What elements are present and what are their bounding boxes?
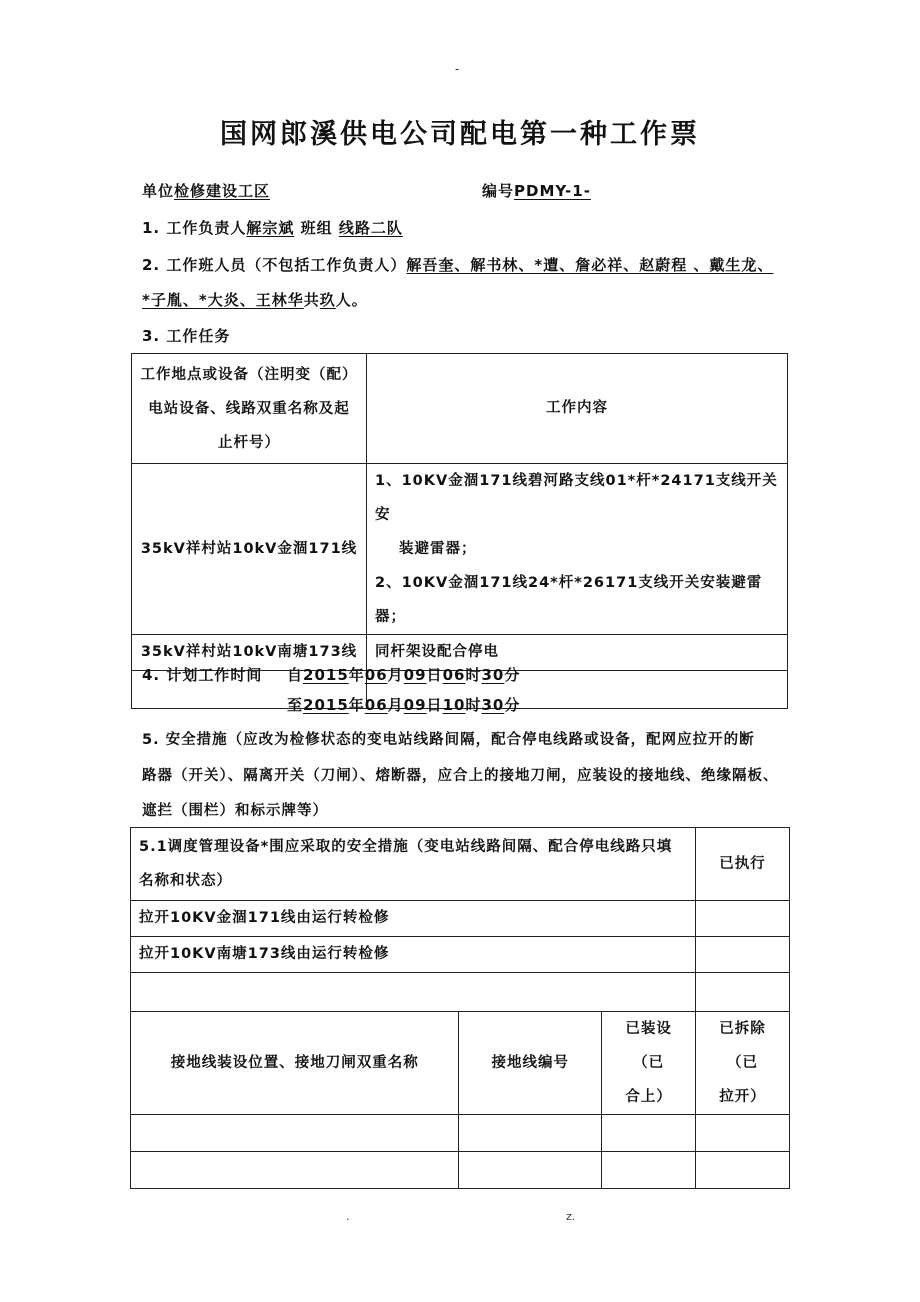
ground-location-header: 接地线装设位置、接地刀闸双重名称 [131, 1012, 459, 1115]
footer-right: z. [566, 1210, 576, 1223]
unit-label: 单位 [142, 182, 175, 200]
row1-content-line2: 装避雷器； [399, 541, 477, 557]
number-label: 编号 [482, 182, 515, 200]
from-minute: 30 [481, 666, 505, 684]
measure-1: 拉开10KV金涸171线由运行转检修 [131, 901, 696, 937]
empty-cell [696, 1152, 790, 1189]
item5-line1: 5. 安全措施（应改为检修状态的变电站线路间隔，配合停电线路或设备，配网应拉开的断 [142, 732, 755, 748]
unit-value: 检修建设工区 [174, 182, 271, 200]
row1-location: 35kV祥村站10kV金涸171线 [132, 464, 367, 635]
executed-header: 已执行 [696, 828, 790, 901]
safety-header-row [131, 828, 790, 901]
from-hour: 06 [442, 666, 466, 684]
removed-header-line2: 拉开） [719, 1089, 766, 1105]
row2-location: 35kV祥村站10kV南塘173线 [132, 635, 367, 671]
ground-number-header: 接地线编号 [459, 1012, 602, 1115]
measure-2: 拉开10KV南塘173线由运行转检修 [131, 937, 696, 973]
to-year: 2015 [303, 696, 349, 714]
ticket-number [482, 180, 591, 201]
time-from [287, 664, 520, 685]
unit-line [142, 180, 270, 201]
unit-day: 日 [426, 696, 443, 714]
task-header-row [132, 354, 788, 464]
location-header-line2: 电站设备、线路双重名称及起 [148, 400, 350, 417]
item2-line1 [142, 254, 773, 275]
from-prefix: 自 [287, 666, 304, 684]
unit-day: 日 [426, 666, 443, 684]
unit-year: 年 [348, 666, 365, 684]
row1-content-line3: 2、10KV金涸171线24*杆*26171支线开关安装避雷器； [375, 575, 763, 625]
total-label: 共 [303, 291, 320, 309]
number-value: PDMY-1- [514, 182, 591, 200]
unit-month: 月 [387, 666, 404, 684]
empty-cell [602, 1115, 696, 1152]
removed-header-line1: 已拆除（已 [719, 1021, 766, 1071]
page-title: 国网郎溪供电公司配电第一种工作票 [220, 119, 700, 150]
measures-header [131, 828, 696, 901]
item1-prefix: 1. 工作负责人 [142, 219, 247, 237]
measures-header-line1: 5.1调度管理设备*围应采取的安全措施（变电站线路间隔、配合停电线路只填 [139, 839, 673, 855]
team-label: 班组 [300, 219, 333, 237]
ground-header-row [131, 1012, 790, 1115]
members-line2: *子胤、*大炎、王林华 [142, 291, 304, 309]
measures-header-line2: 名称和状态） [139, 873, 232, 889]
table-row [131, 1115, 790, 1152]
to-day: 09 [403, 696, 427, 714]
executed-cell [696, 937, 790, 973]
unit-hour: 时 [465, 696, 482, 714]
total-suffix: 人。 [335, 291, 368, 309]
from-year: 2015 [303, 666, 349, 684]
to-hour: 10 [442, 696, 466, 714]
table-row [131, 1152, 790, 1189]
to-minute: 30 [481, 696, 505, 714]
empty-cell [459, 1115, 602, 1152]
members-line1: 解吾奎、解书林、*遭、詹必祥、赵蔚程 、戴生龙、 [406, 256, 774, 274]
table-row [131, 973, 790, 1012]
empty-cell [459, 1152, 602, 1189]
to-prefix: 至 [287, 696, 304, 714]
content-header: 工作内容 [367, 354, 788, 464]
item1-line [142, 217, 403, 238]
unit-month: 月 [387, 696, 404, 714]
time-to [287, 694, 520, 715]
top-dash: - [455, 62, 460, 76]
location-header-line3: 止杆号） [218, 434, 280, 451]
item2-line2 [142, 289, 368, 310]
item4-label: 4. 计划工作时间 [142, 666, 263, 684]
team-name: 线路二队 [338, 219, 403, 237]
safety-table [130, 827, 790, 1189]
leader-name: 解宗斌 [246, 219, 295, 237]
empty-cell [131, 973, 696, 1012]
row1-content-line1: 1、10KV金涸171线碧河路支线01*杆*24171支线开关安 [375, 473, 778, 523]
table-row [131, 937, 790, 973]
task-table [131, 353, 788, 709]
item3-heading: 3. 工作任务 [142, 327, 231, 345]
installed-header-line1: 已装设（已 [625, 1021, 672, 1071]
installed-header [602, 1012, 696, 1115]
unit-year: 年 [348, 696, 365, 714]
table-row [132, 464, 788, 635]
from-month: 06 [364, 666, 388, 684]
removed-header [696, 1012, 790, 1115]
from-day: 09 [403, 666, 427, 684]
empty-cell [131, 1152, 459, 1189]
unit-minute: 分 [504, 666, 521, 684]
executed-cell [696, 901, 790, 937]
row2-content: 同杆架设配合停电 [367, 635, 788, 671]
installed-header-line2: 合上） [625, 1089, 672, 1105]
item5-line2: 路器（开关）、隔离开关（刀闸）、熔断器，应合上的接地刀闸，应装设的接地线、绝缘隔板、 [142, 768, 779, 784]
footer-left: . [346, 1210, 350, 1223]
item2-prefix: 2. 工作班人员（不包括工作负责人） [142, 256, 407, 274]
to-month: 06 [364, 696, 388, 714]
item5-line3: 遮拦（围栏）和标示牌等） [142, 803, 328, 819]
unit-minute: 分 [504, 696, 521, 714]
unit-hour: 时 [465, 666, 482, 684]
table-row [131, 901, 790, 937]
empty-cell [602, 1152, 696, 1189]
row1-content [367, 464, 788, 635]
total-count: 玖 [319, 291, 336, 309]
empty-cell [696, 1115, 790, 1152]
empty-cell [696, 973, 790, 1012]
empty-cell [131, 1115, 459, 1152]
location-header [132, 354, 367, 464]
location-header-line1: 工作地点或设备（注明变（配） [140, 366, 358, 383]
